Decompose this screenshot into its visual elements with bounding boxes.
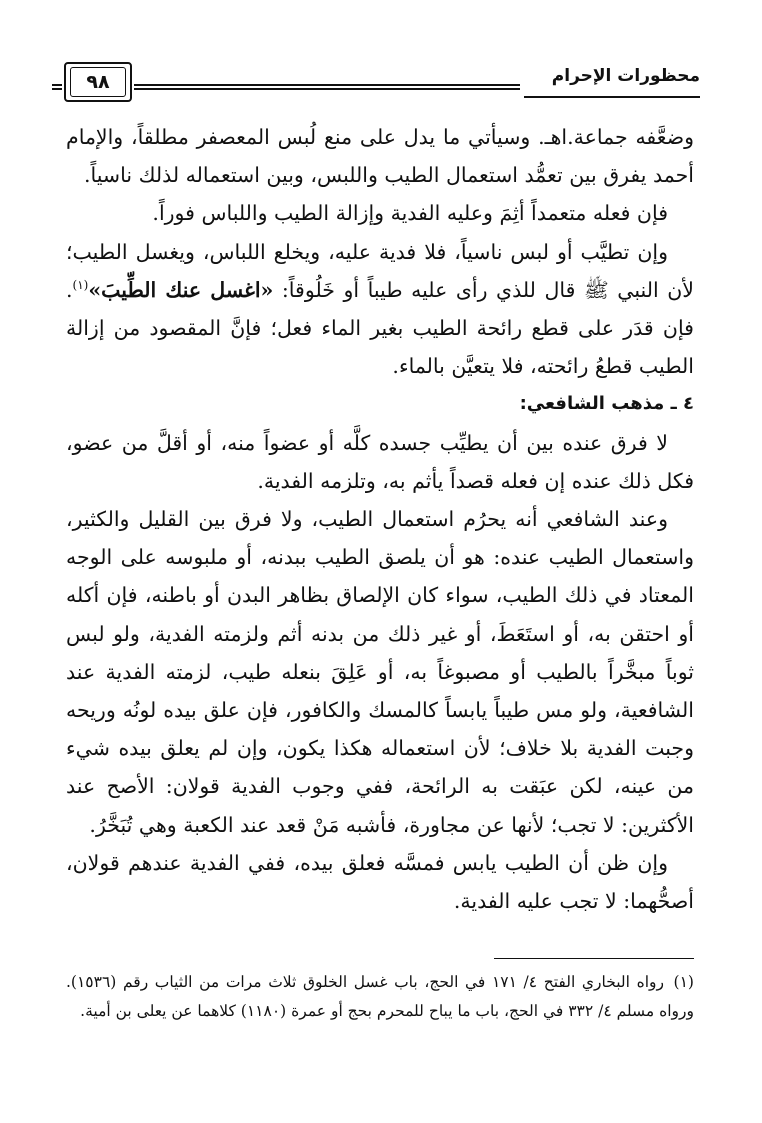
paragraph-1: وضعَّفه جماعة.اهـ. وسيأتي ما يدل على منع لُبس المعصفر مطلقاً، والإمام أحمد يفرق بين تعمُّد استعمال الطيب واللبس، وبين استعماله لذلك ناسياً. (66, 125, 694, 188)
footnotes (66, 968, 694, 1026)
page-number-frame (64, 62, 132, 102)
footnote-separator (494, 958, 694, 959)
paragraph-2: فإن فعله متعمداً أثِمَ وعليه الفدية وإزالة الطيب واللباس فوراً. (152, 201, 668, 226)
main-text (66, 118, 694, 920)
footnote-1 (66, 968, 694, 1026)
footnote-text: رواه البخاري الفتح ٤/ ١٧١ في الحج، باب غسل الخلوق ثلاث مرات من الثياب رقم (١٥٣٦). ورواه مسلم ٤/ ٣٣٢ في الحج، باب ما يباح للمحرم بحج أو عمرة (١١٨٠) كلاهما عن يعلى بن أمية. (66, 973, 694, 1020)
paragraph-3 (66, 233, 694, 386)
header-rule (134, 84, 520, 90)
footnote-marker: (١) (673, 973, 694, 991)
page-number: ٩٨ (86, 71, 110, 93)
paragraph-3-part-1: وإن تطيَّب أو لبس ناسياً، فلا فدية عليه، ويخلع اللباس، ويغسل الطيب؛ لأن النبي ﷺ قال للذي رأى عليه طيباً أو خَلُوقاً: (66, 239, 694, 302)
paragraph-4: لا فرق عنده بين أن يطيِّب جسده كلَّه أو عضواً منه، أو أقلَّ من عضو، فكل ذلك عنده إن فعله قصداً يأثم به، وتلزمه الفدية. (66, 430, 694, 493)
title-underline (524, 96, 700, 98)
paragraph-3-part-2: . فإن قدَر على قطع رائحة الطيب بغير الماء فعل؛ فإنَّ المقصود من إزالة الطيب قطعُ رائحته، فلا يتعيَّن بالماء. (66, 277, 694, 379)
running-title: محظورات الإحرام (551, 66, 700, 86)
footnote-reference[interactable]: (١) (72, 277, 89, 292)
page-header (54, 62, 700, 106)
section-heading: ٤ ـ مذهب الشافعي: (519, 393, 694, 415)
hadith-quote: «اغسل عنك الطِّيبَ» (88, 277, 274, 302)
paragraph-5: وعند الشافعي أنه يحرُم استعمال الطيب، ولا فرق بين القليل والكثير، واستعمال الطيب عنده: هو أن يلصق الطيب ببدنه، أو ملبوسه على الوجه المعتاد في ذلك الطيب، سواء كان الإلصاق بظاهر البدن أو باطنه، فإن أكله أو احتقن به، أو استَعَطَ، أو غير ذلك من بدنه أثم ولزمته الفدية، ولو لبس ثوباً مبخَّراً بالطيب أو مصبوغاً به، أو عَلِقَ بنعله طيب، لزمته الفدية عند الشافعية، ولو مس طيباً يابساً كالمسك والكافور، فإن علق بيده لونُه وريحه وجبت الفدية بلا خلاف؛ لأن استعماله هكذا يكون، وإن لم يعلق بيده شيء من عينه، لكن عبَقت به الرائحة، ففي وجوب الفدية قولان: الأصح عند الأكثرين: لا تجب؛ لأنها عن مجاورة، فأشبه مَنْ قعد عند الكعبة وهي تُبَخَّرُ. (66, 507, 694, 837)
header-rule-left (52, 84, 62, 90)
paragraph-6: وإن ظن أن الطيب يابس فمسَّه فعلق بيده، ففي الفدية عندهم قولان، أصحُّهما: لا تجب عليه الفدية. (66, 850, 694, 914)
